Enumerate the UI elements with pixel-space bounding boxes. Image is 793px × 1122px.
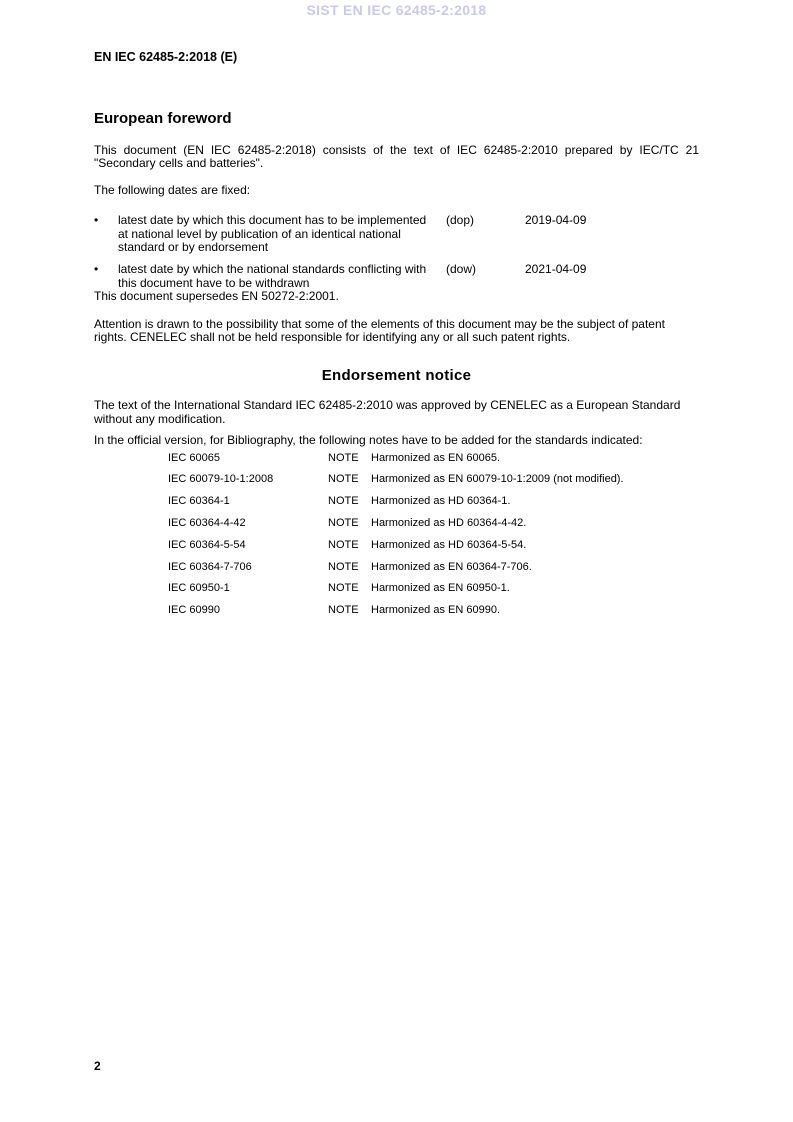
- note-label: NOTE: [328, 582, 359, 595]
- date-description: [118, 214, 436, 254]
- date-description-line: at national level by publication of an identical national standard or by endorsement: [118, 226, 401, 255]
- note-standard: IEC 60364-7-706: [168, 560, 252, 573]
- note-row: [168, 582, 699, 604]
- note-label: NOTE: [328, 560, 359, 573]
- note-standard: IEC 60950-1: [168, 582, 230, 595]
- dates-list: [94, 214, 699, 290]
- note-row: [168, 517, 699, 539]
- page-number: 2: [94, 1059, 101, 1073]
- bibliography-instruction: In the official version, for Bibliography, the following notes have to be added for the standards indicated:: [94, 433, 643, 448]
- foreword-intro: This document (EN IEC 62485-2:2018) consists of the text of IEC 62485-2:2010 prepared by IEC/TC 21 "Secondary cells and batteries".: [94, 143, 699, 171]
- note-text: Harmonized as EN 60950-1.: [371, 582, 510, 595]
- note-label: NOTE: [328, 538, 359, 551]
- note-text: Harmonized as EN 60364-7-706.: [371, 560, 532, 573]
- document-identifier: EN IEC 62485-2:2018 (E): [94, 50, 238, 64]
- watermark: SIST EN IEC 62485-2:2018: [306, 2, 487, 18]
- note-standard: IEC 60364-5-54: [168, 538, 246, 551]
- note-row: [168, 495, 699, 517]
- note-standard: IEC 60990: [168, 604, 220, 617]
- date-description: [118, 263, 436, 290]
- supersedes-statement: This document supersedes EN 50272-2:2001.: [94, 289, 339, 304]
- endorsement-text: The text of the International Standard IEC 62485-2:2010 was approved by CENELEC as a European Standard without any modification.: [94, 398, 681, 426]
- note-row: [168, 604, 699, 626]
- note-text: Harmonized as EN 60079-10-1:2009 (not modified).: [371, 473, 624, 486]
- bibliography-notes: [168, 452, 699, 626]
- bullet-icon: •: [94, 262, 99, 277]
- dates-intro: The following dates are fixed:: [94, 182, 251, 197]
- note-text: Harmonized as HD 60364-1.: [371, 495, 511, 508]
- note-text: Harmonized as EN 60065.: [371, 451, 501, 464]
- note-standard: IEC 60079-10-1:2008: [168, 473, 274, 486]
- note-row: [168, 561, 699, 583]
- note-row: [168, 452, 699, 474]
- endorsement-heading: Endorsement notice: [321, 367, 472, 385]
- note-label: NOTE: [328, 517, 359, 530]
- patent-attention: Attention is drawn to the possibility that some of the elements of this document may be the subject of patent rights. CENELEC shall not be held responsible for identifying any or all such patent rights.: [94, 316, 665, 345]
- page-body: [94, 110, 699, 626]
- note-text: Harmonized as EN 60990.: [371, 604, 501, 617]
- foreword-heading: European foreword: [94, 110, 232, 127]
- note-label: NOTE: [328, 495, 359, 508]
- note-standard: IEC 60364-1: [168, 495, 230, 508]
- note-text: Harmonized as HD 60364-4-42.: [371, 517, 527, 530]
- date-description-line: latest date by which this document has to be implemented: [118, 213, 427, 228]
- note-label: NOTE: [328, 451, 359, 464]
- date-item-dow: [94, 263, 699, 290]
- date-abbreviation: (dow): [446, 262, 477, 277]
- date-item-dop: [94, 214, 699, 254]
- note-label: NOTE: [328, 604, 359, 617]
- date-value: 2019-04-09: [525, 213, 587, 228]
- note-standard: IEC 60364-4-42: [168, 517, 246, 530]
- date-description-line: latest date by which the national standards conflicting with this document have to be withdrawn: [118, 262, 427, 290]
- note-text: Harmonized as HD 60364-5-54.: [371, 538, 527, 551]
- date-abbreviation: (dop): [446, 213, 475, 228]
- note-row: [168, 473, 699, 495]
- bullet-icon: •: [94, 213, 99, 228]
- note-row: [168, 539, 699, 561]
- note-label: NOTE: [328, 473, 359, 486]
- date-value: 2021-04-09: [525, 262, 587, 277]
- note-standard: IEC 60065: [168, 451, 220, 464]
